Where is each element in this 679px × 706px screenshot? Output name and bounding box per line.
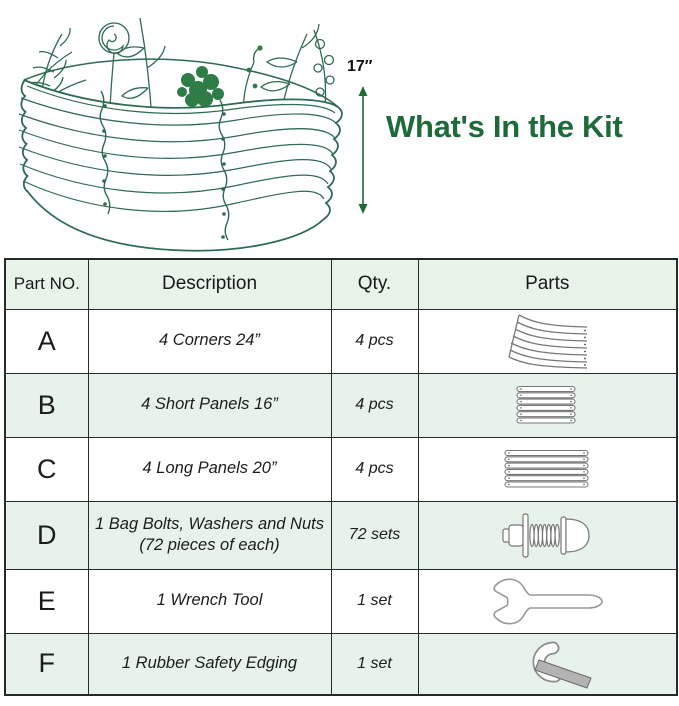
short-panels-icon	[512, 385, 582, 425]
table-row-b	[5, 373, 677, 437]
part-letter: B	[5, 373, 88, 437]
part-description: 1 Rubber Safety Edging	[88, 633, 331, 695]
table-row-c	[5, 437, 677, 501]
part-letter: E	[5, 569, 88, 633]
part-description	[88, 501, 331, 569]
parts-table	[4, 258, 678, 696]
part-qty: 1 set	[331, 569, 418, 633]
table-row-f	[5, 633, 677, 695]
column-header-description: Description	[88, 259, 331, 309]
part-qty: 4 pcs	[331, 309, 418, 373]
part-image-cell	[418, 309, 677, 373]
rubber-edging-icon	[495, 638, 600, 690]
part-qty: 4 pcs	[331, 437, 418, 501]
part-description-line1: 1 Bag Bolts, Washers and Nuts	[95, 514, 324, 533]
table-row-d	[5, 501, 677, 569]
part-qty: 1 set	[331, 633, 418, 695]
part-image-cell	[418, 569, 677, 633]
part-description: 1 Wrench Tool	[88, 569, 331, 633]
garden-bed-illustration	[2, 2, 347, 254]
part-letter: D	[5, 501, 88, 569]
column-header-qty: Qty.	[331, 259, 418, 309]
long-panels-icon	[501, 449, 593, 489]
height-dimension-arrow	[352, 86, 374, 214]
part-letter: A	[5, 309, 88, 373]
part-image-cell	[418, 437, 677, 501]
part-description: 4 Long Panels 20”	[88, 437, 331, 501]
table-header-row	[5, 259, 677, 309]
part-image-cell	[418, 633, 677, 695]
part-letter: C	[5, 437, 88, 501]
bolt-washer-nut-icon	[495, 509, 600, 561]
corner-panels-icon	[497, 311, 597, 371]
part-letter: F	[5, 633, 88, 695]
table-row-a	[5, 309, 677, 373]
part-image-cell	[418, 373, 677, 437]
part-description: 4 Short Panels 16”	[88, 373, 331, 437]
part-description-line2: (72 pieces of each)	[139, 536, 280, 554]
height-label: 17″	[347, 58, 373, 75]
table-row-e	[5, 569, 677, 633]
column-header-part-no: Part NO.	[5, 259, 88, 309]
page-title: What's In the Kit	[386, 109, 623, 144]
column-header-parts: Parts	[418, 259, 677, 309]
part-qty: 4 pcs	[331, 373, 418, 437]
part-description: 4 Corners 24”	[88, 309, 331, 373]
part-image-cell	[418, 501, 677, 569]
wrench-icon	[480, 575, 615, 627]
part-qty: 72 sets	[331, 501, 418, 569]
